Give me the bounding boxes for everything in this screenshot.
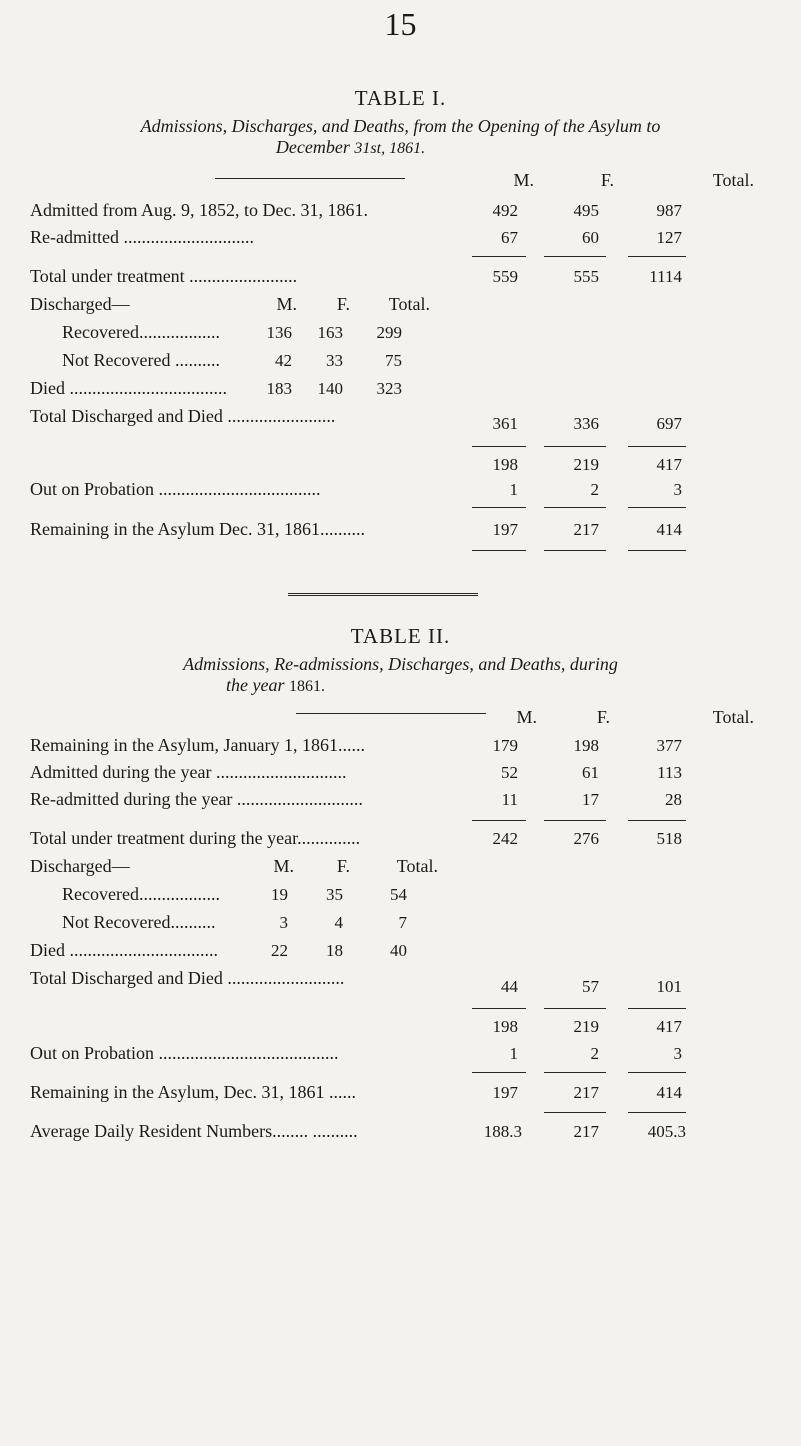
table-2-subtitle-line1: Admissions, Re-admissions, Discharges, and Deaths, during: [183, 654, 618, 674]
table-2-discharged-header-m: M.: [273, 856, 294, 876]
table-1-rule: [544, 446, 606, 447]
table-1-discharged-label: Discharged—: [30, 294, 130, 314]
table-1-rule: [628, 446, 686, 447]
table-1-remaining-label: Remaining in the Asylum Dec. 31, 1861..........: [30, 519, 365, 539]
table-1-readmitted-f: 60: [582, 228, 599, 247]
table-2-total-treatment-m: 242: [492, 829, 518, 848]
table-1-total-treatment-label: Total under treatment ........................: [30, 266, 298, 286]
table-1-rule: [544, 507, 606, 508]
table-1-not-recovered-total: 75: [385, 351, 402, 370]
table-1-probation-m: 1: [509, 480, 518, 499]
table-1-subtitle-date: 31st, 1861.: [354, 140, 426, 157]
table-1-died-label: Died ...................................: [30, 378, 227, 398]
table-1-total-discharged-m: 361: [492, 414, 518, 433]
table-2-header-m: M.: [516, 707, 537, 727]
table-1-subtitle-month: December: [275, 137, 350, 157]
table-2-probation-label: Out on Probation ........................................: [30, 1043, 339, 1063]
table-2-top-rule: [296, 713, 486, 714]
table-2-recovered-total: 54: [390, 885, 407, 904]
table-1-rule: [628, 550, 686, 551]
table-1-rule: [544, 550, 606, 551]
table-2-discharged-header-total: Total.: [396, 856, 438, 876]
table-1-subtotal-f: 219: [573, 455, 599, 474]
table-1-header-total: Total.: [712, 170, 754, 190]
table-2-readmitted-total: 28: [665, 790, 682, 809]
table-2-subtotal-total: 417: [656, 1017, 682, 1036]
table-1-not-recovered-f: 33: [326, 351, 343, 370]
table-2-recovered-f: 35: [326, 885, 343, 904]
table-2-average-label: Average Daily Resident Numbers........ ..........: [30, 1121, 358, 1141]
table-2-total-discharged-label: Total Discharged and Died ..........................: [30, 968, 345, 988]
table-1-total-treatment-m: 559: [492, 267, 518, 286]
table-1-probation-label: Out on Probation ....................................: [30, 479, 321, 499]
table-2-died-total: 40: [390, 941, 407, 960]
table-1-died-f: 140: [317, 379, 343, 398]
table-2-remaining-m: 197: [492, 1083, 518, 1102]
table-2-rule: [628, 820, 686, 821]
table-1-discharged-header-total: Total.: [388, 294, 430, 314]
table-1-remaining-m: 197: [492, 520, 518, 539]
table-2-died-m: 22: [271, 941, 288, 960]
table-2-remaining-jan-label: Remaining in the Asylum, January 1, 1861......: [30, 735, 365, 755]
table-2-not-recovered-total: 7: [398, 913, 407, 932]
table-2-remaining-f: 217: [573, 1083, 599, 1102]
table-1-total-discharged-f: 336: [573, 414, 599, 433]
table-2-total-discharged-total: 101: [656, 977, 682, 996]
table-2-total-treatment-f: 276: [573, 829, 599, 848]
table-2-total-discharged-f: 57: [582, 977, 599, 996]
table-2-subtitle: [20, 654, 781, 697]
table-2-remaining-jan-m: 179: [492, 736, 518, 755]
table-2-remaining-jan-f: 198: [573, 736, 599, 755]
table-1-not-recovered-m: 42: [275, 351, 292, 370]
table-2-total-treatment-label: Total under treatment during the year..............: [30, 828, 361, 848]
table-1-header-m: M.: [513, 170, 534, 190]
table-1-rule: [472, 256, 526, 257]
table-1-header-f: F.: [600, 170, 614, 190]
table-1-recovered-m: 136: [266, 323, 292, 342]
table-1-rule: [628, 507, 686, 508]
table-1-discharged-header-f: F.: [336, 294, 350, 314]
table-2-recovered-m: 19: [271, 885, 288, 904]
table-2-rule: [472, 820, 526, 821]
table-1-readmitted-total: 127: [656, 228, 682, 247]
table-2-rule: [472, 1008, 526, 1009]
table-1-recovered-total: 299: [376, 323, 402, 342]
table-2-probation-m: 1: [509, 1044, 518, 1063]
table-1-not-recovered-label: Not Recovered ..........: [62, 350, 220, 370]
table-1-remaining-total: 414: [656, 520, 682, 539]
table-1-recovered-f: 163: [317, 323, 343, 342]
table-2-rule: [472, 1072, 526, 1073]
table-2-header-total: Total.: [712, 707, 754, 727]
table-2-admitted-total: 113: [657, 763, 682, 782]
table-2-rule: [544, 1072, 606, 1073]
table-1-subtotal-m: 198: [492, 455, 518, 474]
table-1-top-rule: [215, 178, 405, 179]
table-2-rule: [544, 1112, 606, 1113]
table-1-rule: [472, 507, 526, 508]
table-2-total-treatment-total: 518: [656, 829, 682, 848]
table-2-rule: [628, 1112, 686, 1113]
table-2-remaining-jan-total: 377: [656, 736, 682, 755]
table-1-total-discharged-label: Total Discharged and Died ........................: [30, 406, 336, 426]
table-1-admitted-f: 495: [573, 201, 599, 220]
table-1-subtitle-line2: [0, 137, 781, 159]
table-1-rule: [472, 550, 526, 551]
table-2-not-recovered-f: 4: [334, 913, 343, 932]
table-2-subtotal-f: 219: [573, 1017, 599, 1036]
table-2-died-label: Died .................................: [30, 940, 218, 960]
table-1-total-treatment-f: 555: [573, 267, 599, 286]
table-1-rule: [544, 256, 606, 257]
table-1-subtitle-line1: Admissions, Discharges, and Deaths, from the Opening of the Asylum to: [140, 116, 661, 136]
table-1-total-discharged-total: 697: [656, 414, 682, 433]
table-2-probation-total: 3: [673, 1044, 682, 1063]
table-1-died-total: 323: [376, 379, 402, 398]
table-2-not-recovered-label: Not Recovered..........: [62, 912, 216, 932]
table-1-probation-f: 2: [590, 480, 599, 499]
table-1-total-treatment-total: 1114: [649, 267, 682, 286]
table-2-subtotal-m: 198: [492, 1017, 518, 1036]
table-2-recovered-label: Recovered..................: [62, 884, 220, 904]
table-2-subtitle-year: 1861.: [288, 678, 325, 695]
table-1-readmitted-m: 67: [501, 228, 518, 247]
table-1-remaining-f: 217: [573, 520, 599, 539]
table-2-remaining-total: 414: [656, 1083, 682, 1102]
table-1-rule: [628, 256, 686, 257]
table-2-not-recovered-m: 3: [279, 913, 288, 932]
table-2-subtitle-year-text: the year: [226, 675, 285, 695]
table-2-admitted-m: 52: [501, 763, 518, 782]
table-2-average-m: 188.3: [483, 1122, 522, 1141]
table-1-probation-total: 3: [673, 480, 682, 499]
table-2-title: TABLE II.: [350, 624, 451, 648]
table-2-admitted-f: 61: [582, 763, 599, 782]
table-2-readmitted-m: 11: [501, 790, 518, 809]
table-1-admitted-label: Admitted from Aug. 9, 1852, to Dec. 31, 1861.: [30, 200, 368, 220]
table-1-died-m: 183: [266, 379, 292, 398]
table-1-recovered-label: Recovered..................: [62, 322, 220, 342]
table-2-readmitted-f: 17: [582, 790, 599, 809]
table-2-discharged-label: Discharged—: [30, 856, 130, 876]
table-2-header-f: F.: [596, 707, 610, 727]
table-1-title: TABLE I.: [354, 86, 447, 110]
table-1-admitted-m: 492: [492, 201, 518, 220]
table-2-probation-f: 2: [590, 1044, 599, 1063]
table-1-readmitted-label: Re-admitted .............................: [30, 227, 254, 247]
table-1-discharged-header-m: M.: [276, 294, 297, 314]
table-2-readmitted-label: Re-admitted during the year ............................: [30, 789, 363, 809]
table-1-subtotal-total: 417: [656, 455, 682, 474]
table-2-died-f: 18: [326, 941, 343, 960]
page-number: 15: [384, 6, 417, 42]
table-2-rule: [628, 1008, 686, 1009]
table-2-average-f: 217: [573, 1122, 599, 1141]
table-2-total-discharged-m: 44: [501, 977, 518, 996]
table-separator-rule: [288, 593, 478, 596]
table-2-subtitle-line2: [0, 675, 781, 697]
table-2-rule: [544, 1008, 606, 1009]
table-2-average-total: 405.3: [647, 1122, 686, 1141]
table-1-admitted-total: 987: [656, 201, 682, 220]
table-2-discharged-header-f: F.: [336, 856, 350, 876]
table-2-rule: [628, 1072, 686, 1073]
table-2-rule: [544, 820, 606, 821]
table-2-admitted-label: Admitted during the year .............................: [30, 762, 347, 782]
table-2-remaining-label: Remaining in the Asylum, Dec. 31, 1861 ......: [30, 1082, 356, 1102]
table-1-rule: [472, 446, 526, 447]
table-1-subtitle: [20, 116, 781, 159]
